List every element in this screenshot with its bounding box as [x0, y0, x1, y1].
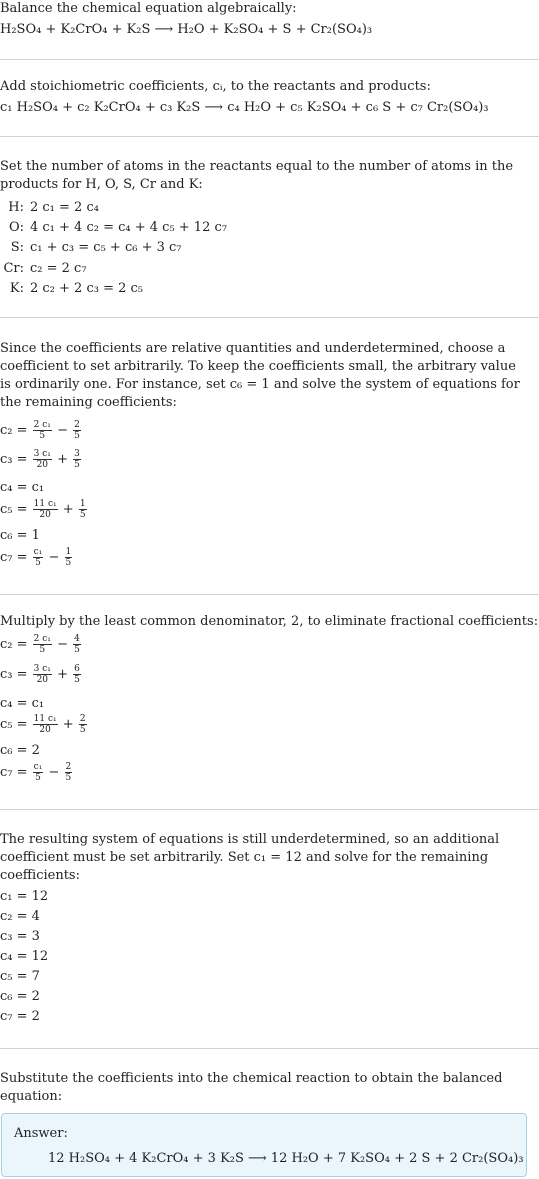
element-label: O: — [8, 220, 24, 235]
coef-value-c2: c₂ = 4 — [0, 909, 40, 924]
coef-row-c3: c₃ = $\frac{\text{3 c₁}}{20}$ + $\frac{6}{5}$ — [0, 664, 80, 685]
coef-row-c5: c₅ = $\frac{\text{11 c₁}}{20}$ + $\frac{1}{5}$ — [0, 499, 86, 520]
coef-row-c5: c₅ = $\frac{\text{11 c₁}}{20}$ + $\frac{2}{5}$ — [0, 714, 86, 735]
divider — [0, 59, 539, 60]
coef-row-c2: c₂ = $\frac{\text{2 c₁}}{5}$ − $\frac{2}{5}$ — [0, 420, 80, 441]
coef-value-c6: c₆ = 2 — [0, 989, 40, 1004]
atom-equation: 2 c₁ = 2 c₄ — [30, 200, 99, 215]
step1-text: Add stoichiometric coefficients, cᵢ, to the reactants and products: — [0, 79, 431, 94]
step6-text: Substitute the coefficients into the chemical reaction to obtain the balanced equation: — [0, 1071, 503, 1104]
coef-row-c6: c₆ = 2 — [0, 743, 40, 758]
atom-equation-O — [0, 220, 227, 235]
atom-equation-H — [0, 200, 99, 215]
divider — [0, 809, 539, 810]
coef-value-c1: c₁ = 12 — [0, 889, 49, 904]
coef-value-c4: c₄ = 12 — [0, 949, 49, 964]
unbalanced-equation: H₂SO₄ + K₂CrO₄ + K₂S ⟶ H₂O + K₂SO₄ + S + Cr₂(SO₄)₃ — [0, 22, 373, 37]
divider — [0, 136, 539, 137]
atom-equation-Cr — [0, 261, 87, 276]
answer-title: Answer: — [14, 1126, 68, 1141]
coef-value-c7: c₇ = 2 — [0, 1009, 40, 1024]
coef-value-c5: c₅ = 7 — [0, 969, 40, 984]
step1-equation: c₁ H₂SO₄ + c₂ K₂CrO₄ + c₃ K₂S ⟶ c₄ H₂O + c₅ K₂SO₄ + c₆ S + c₇ Cr₂(SO₄)₃ — [0, 100, 489, 115]
coef-value-c3: c₃ = 3 — [0, 929, 40, 944]
element-label: K: — [9, 281, 24, 296]
step5-text: The resulting system of equations is still underdetermined, so an additional coefficient must be set arbitrarily. Set c₁ = 12 and solve for the remaining coefficients: — [0, 832, 500, 883]
intro-text: Balance the chemical equation algebraically: — [0, 1, 297, 16]
element-label: S: — [10, 240, 24, 255]
coef-row-c2: c₂ = $\frac{\text{2 c₁}}{5}$ − $\frac{4}{5}$ — [0, 634, 80, 655]
atom-equation: 4 c₁ + 4 c₂ = c₄ + 4 c₅ + 12 c₇ — [30, 220, 227, 235]
step4-text: Multiply by the least common denominator, 2, to eliminate fractional coefficients: — [0, 614, 539, 629]
coef-row-c4: c₄ = c₁ — [0, 480, 45, 495]
step3-text: Since the coefficients are relative quantities and underdetermined, choose a coefficient to set arbitrarily. To keep the coefficients small, the arbitrary value is ordinarily one. For instance, set c₆ = 1 and solve the system of equations for the remaining coefficients: — [0, 341, 520, 410]
balanced-equation: 12 H₂SO₄ + 4 K₂CrO₄ + 3 K₂S ⟶ 12 H₂O + 7 K₂SO₄ + 2 S + 2 Cr₂(SO₄)₃ — [48, 1151, 524, 1166]
divider — [0, 1048, 539, 1049]
step2-text: Set the number of atoms in the reactants equal to the number of atoms in the products for H, O, S, Cr and K: — [0, 159, 514, 192]
element-label: Cr: — [3, 261, 24, 276]
coef-row-c7: c₇ = $\frac{\text{c₁}}{5}$ − $\frac{2}{5}$ — [0, 762, 72, 783]
divider — [0, 594, 539, 595]
atom-equation-K — [0, 281, 143, 296]
atom-equation: c₁ + c₃ = c₅ + c₆ + 3 c₇ — [30, 240, 182, 255]
element-label: H: — [8, 200, 24, 215]
atom-equation-S — [0, 240, 182, 255]
atom-equation: c₂ = 2 c₇ — [30, 261, 87, 276]
coef-row-c3: c₃ = $\frac{\text{3 c₁}}{20}$ + $\frac{3}{5}$ — [0, 449, 80, 470]
coef-row-c6: c₆ = 1 — [0, 528, 40, 543]
coef-row-c7: c₇ = $\frac{\text{c₁}}{5}$ − $\frac{1}{5}$ — [0, 547, 72, 568]
answer-box — [1, 1113, 527, 1177]
coef-row-c4: c₄ = c₁ — [0, 696, 45, 711]
atom-equation: 2 c₂ + 2 c₃ = 2 c₅ — [30, 281, 144, 296]
divider — [0, 317, 539, 318]
